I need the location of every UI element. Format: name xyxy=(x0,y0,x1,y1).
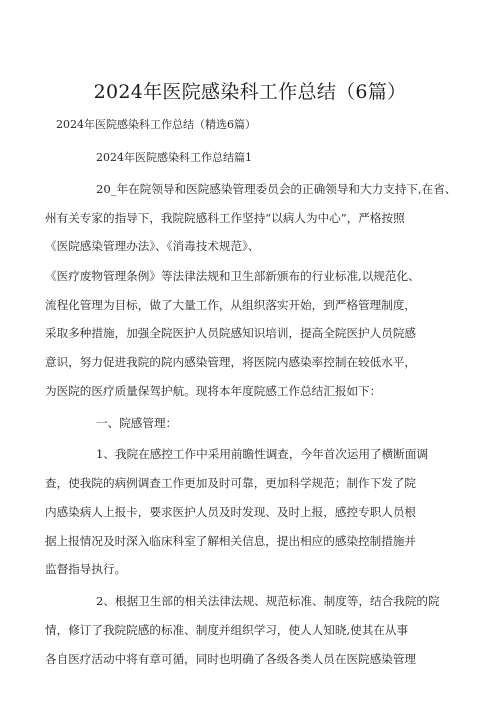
paragraph-1-line: 为医院的医疗质量保驾护航。现将本年度院感工作总结汇报如下： xyxy=(45,384,382,398)
paragraph-1-line: 《医院感染管理办法》、《消毒技术规范》、 xyxy=(45,239,260,253)
paragraph-1-line: 20_年在院领导和医院感染管理委员会的正确领导和大力支持下,在省、 xyxy=(96,182,457,196)
paragraph-3-line: 查，使我院的病例调查工作更加及时可靠，更加科学规范；制作下发了院 xyxy=(45,476,417,490)
document-subtitle: 2024年医院感染科工作总结（精选6篇） xyxy=(56,118,256,131)
section-heading: 2024年医院感染科工作总结篇1 xyxy=(96,151,252,164)
section-subheading: 一、院感管理： xyxy=(96,416,178,430)
paragraph-1-line: 采取多种措施，加强全院医护人员院感知识培训，提高全院医护人员院感 xyxy=(45,326,417,340)
paragraph-3-line: 监督指导执行。 xyxy=(45,562,127,576)
paragraph-1-line: 州有关专家的指导下，我院院感科工作坚持“以病人为中心”，严格按照 xyxy=(45,211,405,225)
paragraph-4-line: 2、根据卫生部的相关法律法规、规范标准、制度等，结合我院的院 xyxy=(96,594,440,608)
paragraph-4-line: 各自医疗活动中将有章可循，同时也明确了各级各类人员在医院感染管理 xyxy=(45,652,417,666)
paragraph-3-line: 内感染病人上报卡，要求医护人员及时发现、及时上报，感控专职人员根 xyxy=(45,505,417,519)
paragraph-3-line: 1、我院在感控工作中采用前瞻性调查，今年首次运用了横断面调 xyxy=(96,447,429,461)
paragraph-1-line: 流程化管理为目标，做了大量工作，从组织落实开始，到严格管理制度， xyxy=(45,298,417,312)
paragraph-1-line: 意识，努力促进我院的院内感染管理，将医院内感染率控制在较低水平， xyxy=(45,355,417,369)
paragraph-4-line: 情，修订了我院院感的标准、制度并组织学习，使人人知晓,使其在从事 xyxy=(45,623,409,637)
document-title: 2024年医院感染科工作总结（6篇） xyxy=(93,81,407,103)
paragraph-1-line: 《医疗废物管理条例》等法律法规和卫生部新颁布的行业标准,以规范化、 xyxy=(45,269,420,283)
paragraph-3-line: 据上报情况及时深入临床科室了解相关信息，提出相应的感染控制措施并 xyxy=(45,534,417,548)
